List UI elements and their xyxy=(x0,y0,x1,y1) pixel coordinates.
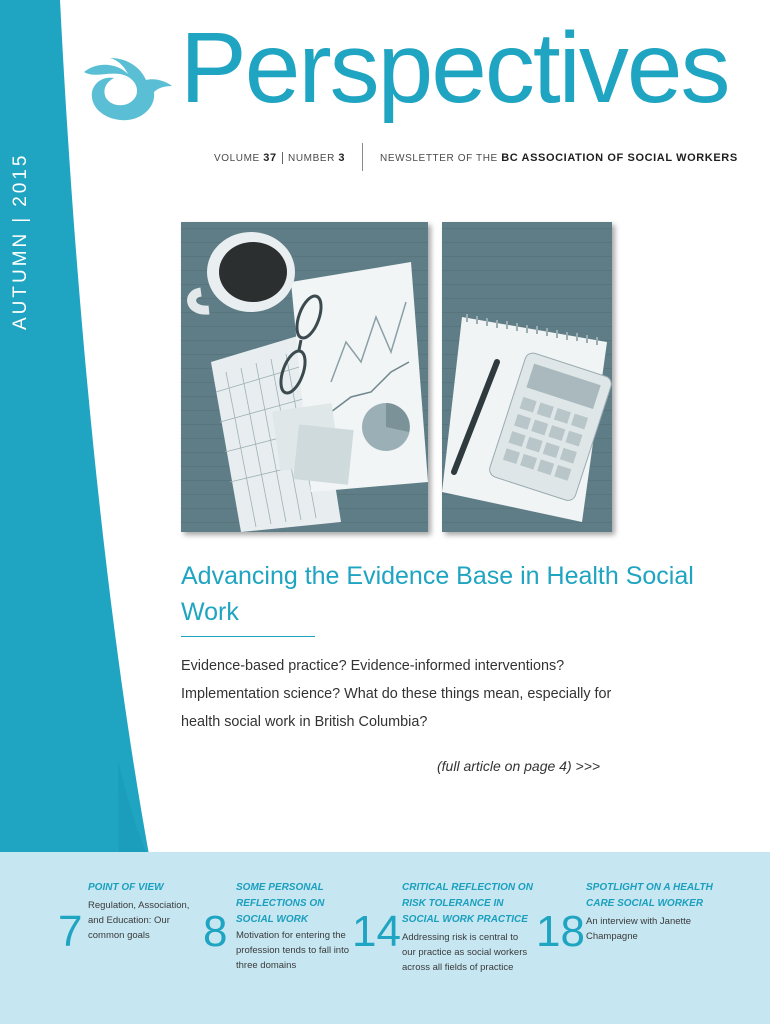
masthead-divider xyxy=(362,143,363,171)
teaser-page-number: 8 xyxy=(203,907,228,956)
cover-photo-calculator xyxy=(442,222,612,532)
issue-number-info xyxy=(282,152,345,164)
cover-summary: Evidence-based practice? Evidence-informed interventions? Implementation science? What do these things mean, especially for health social work in British Columbia? xyxy=(181,658,612,730)
number-label: NUMBER xyxy=(288,153,335,164)
issue-number: 3 xyxy=(338,152,346,164)
cover-headline: Advancing the Evidence Base in Health Social Work xyxy=(181,562,694,626)
masthead-title: Perspectives xyxy=(180,12,729,124)
full-article-link[interactable]: (full article on page 4) >>> xyxy=(437,758,601,774)
teaser-page-number: 18 xyxy=(536,907,585,956)
teaser-title: POINT OF VIEW xyxy=(88,882,164,893)
teaser-title: SOME PERSONAL REFLECTIONS ON SOCIAL WORK xyxy=(236,882,325,925)
cover-photo-coffee-charts xyxy=(181,222,428,532)
teaser-description: Regulation, Association, and Education: Our common goals xyxy=(88,900,190,941)
season-word: AUTUMN xyxy=(10,230,31,330)
volume-number: 37 xyxy=(263,152,277,164)
bird-logo-icon xyxy=(76,56,176,126)
volume-label: VOLUME xyxy=(214,153,260,164)
teaser-title: CRITICAL REFLECTION ON RISK TOLERANCE IN SOCIAL WORK PRACTICE xyxy=(402,882,533,925)
teaser-description: An interview with Janette Champagne xyxy=(586,916,692,942)
issue-season xyxy=(10,153,32,331)
teaser-description: Addressing risk is central to our practice as social workers across all fields of practice xyxy=(402,932,528,973)
teaser-title: SPOTLIGHT ON A HEALTH CARE SOCIAL WORKER xyxy=(586,882,713,909)
headline-rule xyxy=(181,636,315,637)
season-separator: | xyxy=(10,214,31,223)
organization-name: BC ASSOCIATION OF SOCIAL WORKERS xyxy=(501,152,738,164)
volume-info xyxy=(214,152,277,164)
newsletter-line xyxy=(380,152,738,164)
teaser-page-number: 14 xyxy=(352,907,401,956)
issue-year: 2015 xyxy=(10,152,31,207)
newsletter-prefix: NEWSLETTER OF THE xyxy=(380,153,498,164)
teaser-page-number: 7 xyxy=(58,907,83,956)
teaser-description: Motivation for entering the profession tends to fall into three domains xyxy=(236,930,350,971)
